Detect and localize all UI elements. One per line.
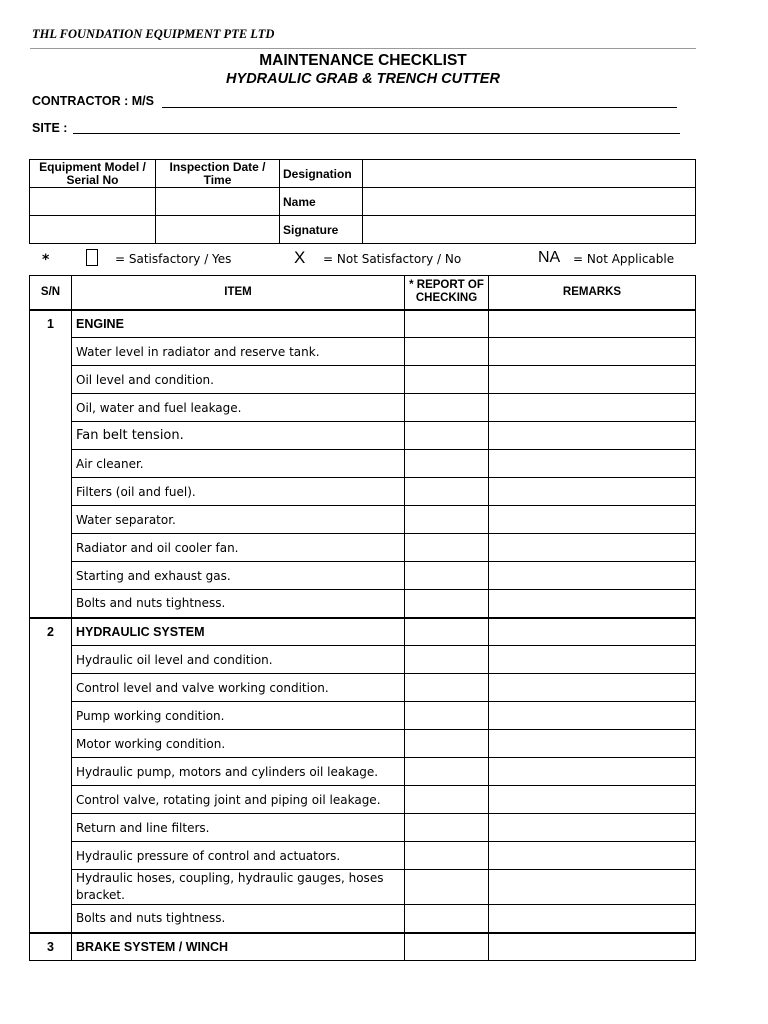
checklist-item: Radiator and oil cooler fan. [72, 534, 405, 562]
report-cell[interactable] [405, 310, 489, 338]
report-cell[interactable] [405, 786, 489, 814]
remarks-cell[interactable] [489, 590, 696, 618]
remarks-cell[interactable] [489, 730, 696, 758]
report-cell[interactable] [405, 590, 489, 618]
name-label: Name [280, 188, 363, 216]
section-number: 3 [30, 933, 72, 961]
report-cell[interactable] [405, 338, 489, 366]
remarks-cell[interactable] [489, 366, 696, 394]
remarks-cell[interactable] [489, 478, 696, 506]
signature-label: Signature [280, 216, 363, 244]
not-satisfactory-text: = Not Satisfactory / No [323, 252, 462, 266]
checklist-item: Oil level and condition. [72, 366, 405, 394]
report-cell[interactable] [405, 702, 489, 730]
section-number: 2 [30, 618, 72, 933]
remarks-cell[interactable] [489, 646, 696, 674]
remarks-cell[interactable] [489, 450, 696, 478]
checklist-item: Water level in radiator and reserve tank. [72, 338, 405, 366]
company-name: THL FOUNDATION EQUIPMENT PTE LTD [32, 27, 275, 41]
site-label: SITE : [32, 121, 68, 135]
remarks-cell[interactable] [489, 786, 696, 814]
report-cell[interactable] [405, 394, 489, 422]
item-header: ITEM [72, 276, 405, 310]
report-cell[interactable] [405, 933, 489, 961]
report-cell[interactable] [405, 905, 489, 933]
section-title: HYDRAULIC SYSTEM [72, 618, 405, 646]
remarks-cell[interactable] [489, 758, 696, 786]
remarks-cell[interactable] [489, 338, 696, 366]
checklist-item: Filters (oil and fuel). [72, 478, 405, 506]
remarks-cell[interactable] [489, 674, 696, 702]
report-header: * REPORT OF CHECKING [405, 276, 489, 310]
remarks-cell[interactable] [489, 870, 696, 905]
remarks-cell[interactable] [489, 933, 696, 961]
report-cell[interactable] [405, 506, 489, 534]
document-title: MAINTENANCE CHECKLIST [259, 52, 467, 69]
report-cell[interactable] [405, 422, 489, 450]
report-cell[interactable] [405, 842, 489, 870]
report-cell[interactable] [405, 646, 489, 674]
checklist-item: Hydraulic oil level and condition. [72, 646, 405, 674]
report-cell[interactable] [405, 618, 489, 646]
remarks-cell[interactable] [489, 534, 696, 562]
remarks-cell[interactable] [489, 814, 696, 842]
checklist-item: Water separator. [72, 506, 405, 534]
report-cell[interactable] [405, 534, 489, 562]
na-symbol: NA [538, 249, 561, 266]
checklist-item: Motor working condition. [72, 730, 405, 758]
site-field[interactable] [73, 133, 680, 134]
designation-field[interactable] [363, 160, 696, 188]
remarks-cell[interactable] [489, 562, 696, 590]
remarks-cell[interactable] [489, 618, 696, 646]
report-cell[interactable] [405, 478, 489, 506]
remarks-cell[interactable] [489, 310, 696, 338]
remarks-header: REMARKS [489, 276, 696, 310]
report-cell[interactable] [405, 366, 489, 394]
checklist-item: Starting and exhaust gas. [72, 562, 405, 590]
checklist-item: Bolts and nuts tightness. [72, 590, 405, 618]
designation-label: Designation [280, 160, 363, 188]
inspection-field[interactable] [156, 188, 280, 216]
report-cell[interactable] [405, 450, 489, 478]
inspection-header: Inspection Date / Time [156, 160, 280, 188]
report-cell[interactable] [405, 870, 489, 905]
report-cell[interactable] [405, 758, 489, 786]
checklist-item: Pump working condition. [72, 702, 405, 730]
signature-field[interactable] [363, 216, 696, 244]
checklist-item: Control level and valve working condition. [72, 674, 405, 702]
document-subtitle: HYDRAULIC GRAB & TRENCH CUTTER [226, 71, 500, 87]
sn-header: S/N [30, 276, 72, 310]
satisfactory-text: = Satisfactory / Yes [115, 252, 232, 266]
section-title: ENGINE [72, 310, 405, 338]
report-cell[interactable] [405, 562, 489, 590]
header-rule [30, 48, 696, 49]
remarks-cell[interactable] [489, 905, 696, 933]
remarks-cell[interactable] [489, 422, 696, 450]
report-cell[interactable] [405, 674, 489, 702]
checklist-item: Hydraulic pressure of control and actuators. [72, 842, 405, 870]
remarks-cell[interactable] [489, 702, 696, 730]
na-text: = Not Applicable [573, 252, 675, 266]
checklist-item: Control valve, rotating joint and piping oil leakage. [72, 786, 405, 814]
contractor-label: CONTRACTOR : M/S [32, 94, 154, 108]
section-number: 1 [30, 310, 72, 618]
checkbox-icon [86, 249, 98, 266]
equipment-header: Equipment Model / Serial No [30, 160, 156, 188]
section-title: BRAKE SYSTEM / WINCH [72, 933, 405, 961]
checklist-item: Air cleaner. [72, 450, 405, 478]
checklist-item: Hydraulic hoses, coupling, hydraulic gauges, hoses bracket. [72, 870, 405, 905]
checklist-item: Hydraulic pump, motors and cylinders oil leakage. [72, 758, 405, 786]
cross-icon: X [294, 248, 306, 267]
checklist-item: Oil, water and fuel leakage. [72, 394, 405, 422]
name-field[interactable] [363, 188, 696, 216]
info-table [29, 159, 696, 244]
contractor-field[interactable] [162, 107, 677, 108]
remarks-cell[interactable] [489, 506, 696, 534]
checklist-item: Fan belt tension. [72, 422, 405, 450]
report-cell[interactable] [405, 730, 489, 758]
report-cell[interactable] [405, 814, 489, 842]
checklist-item: Bolts and nuts tightness. [72, 905, 405, 933]
remarks-cell[interactable] [489, 394, 696, 422]
equipment-field[interactable] [30, 188, 156, 216]
inspection-field-2[interactable] [156, 216, 280, 244]
remarks-cell[interactable] [489, 842, 696, 870]
checklist-item: Return and line filters. [72, 814, 405, 842]
checklist-table [29, 275, 696, 961]
equipment-field-2[interactable] [30, 216, 156, 244]
asterisk-icon: * [42, 252, 50, 268]
